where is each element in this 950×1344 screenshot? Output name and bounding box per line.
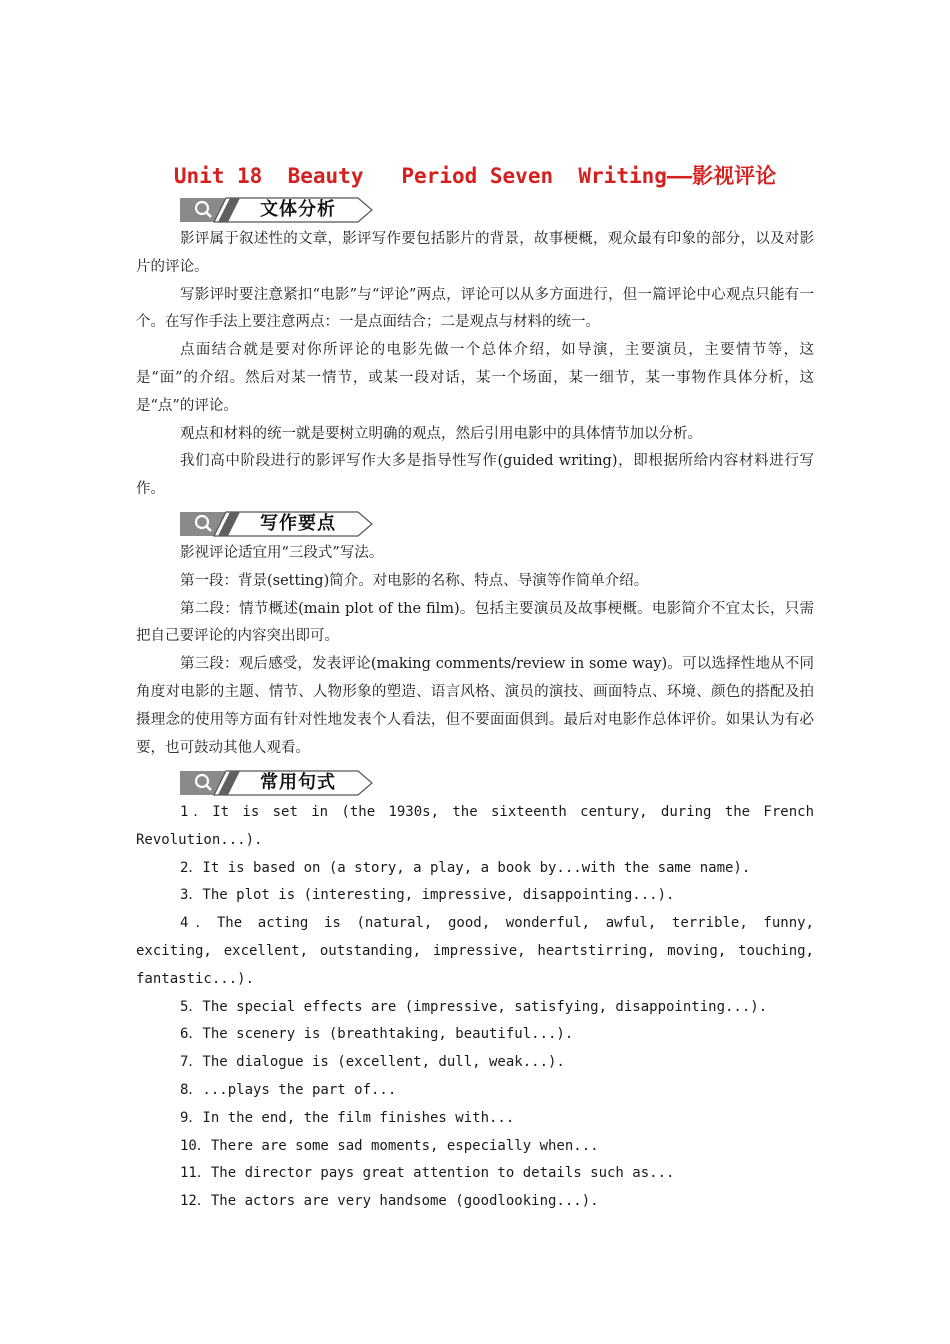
- list-item: 2．It is based on (a story, a play, a book by...with the same name).: [180, 859, 751, 876]
- list-item: 12．The actors are very handsome (goodlooking...).: [180, 1193, 599, 1210]
- page-title: Unit 18 Beauty Period Seven Writing——影视评论: [173, 164, 777, 188]
- paragraph: 写影评时要注意紧扣“电影”与“评论”两点，评论可以从多方面进行，但一篇评论中心观点只能有一个。在写作手法上要注意两点：一是点面结合；二是观点与材料的统一。: [136, 286, 814, 331]
- list-item: 10．There are some sad moments, especially when...: [180, 1137, 599, 1154]
- section-header-text-analysis: [180, 196, 380, 224]
- list-item: 4．The acting is (natural, good, wonderful, awful, terrible, funny, exciting, excellent, outstanding, impressive, heartstirring, moving, touching, fantastic...).: [136, 915, 814, 987]
- list-item: 8．...plays the part of...: [180, 1081, 397, 1098]
- section-heading: 写作要点: [260, 513, 336, 534]
- list-item: 7．The dialogue is (excellent, dull, weak...).: [180, 1054, 565, 1071]
- paragraph: 影评属于叙述性的文章，影评写作要包括影片的背景，故事梗概，观众最有印象的部分，以及对影片的评论。: [136, 231, 814, 275]
- paragraph: 第一段：背景(setting)简介。对电影的名称、特点、导演等作简单介绍。: [180, 572, 649, 589]
- paragraph: 第三段：观后感受，发表评论(making comments/review in some way)。可以选择性地从不同角度对电影的主题、情节、人物形象的塑造、语言风格、演员的演技、画面特点、环境、颜色的搭配及拍摄理念的使用等方面有针对性地发表个人看法，但不要面面俱到。最后对电影作总体评价。如果认为有必要，也可鼓动其他人观看。: [136, 656, 814, 756]
- section-body-text-analysis: [136, 226, 814, 504]
- section-body-common-sentences: [136, 799, 814, 1216]
- list-item: 3．The plot is (interesting, impressive, disappointing...).: [180, 887, 675, 904]
- list-item: 11．The director pays great attention to details such as...: [180, 1165, 675, 1182]
- section-body-writing-points: [136, 540, 814, 762]
- section-header-common-sentences: [180, 769, 380, 797]
- paragraph: 点面结合就是要对你所评论的电影先做一个总体介绍，如导演，主要演员，主要情节等，这是“面”的介绍。然后对某一情节，或某一段对话，某一个场面，某一细节，某一事物作具体分析，这是“点”的评论。: [136, 342, 814, 414]
- list-item: 1．It is set in (the 1930s, the sixteenth century, during the French Revolution...).: [136, 804, 814, 848]
- paragraph: 影视评论适宜用“三段式”写法。: [180, 545, 384, 561]
- paragraph: 观点和材料的统一就是要树立明确的观点，然后引用电影中的具体情节加以分析。: [180, 425, 702, 442]
- section-header-writing-points: [180, 510, 380, 538]
- paragraph: 第二段：情节概述(main plot of the film)。包括主要演员及故事梗概。电影简介不宜太长，只需把自己要评论的内容突出即可。: [136, 600, 814, 645]
- section-heading: 常用句式: [260, 772, 336, 793]
- list-item: 9．In the end, the film finishes with...: [180, 1109, 515, 1126]
- list-item: 5．The special effects are (impressive, satisfying, disappointing...).: [180, 998, 768, 1015]
- section-heading: 文体分析: [260, 199, 336, 220]
- paragraph: 我们高中阶段进行的影评写作大多是指导性写作(guided writing)，即根据所给内容材料进行写作。: [136, 453, 814, 498]
- list-item: 6．The scenery is (breathtaking, beautiful...).: [180, 1026, 574, 1043]
